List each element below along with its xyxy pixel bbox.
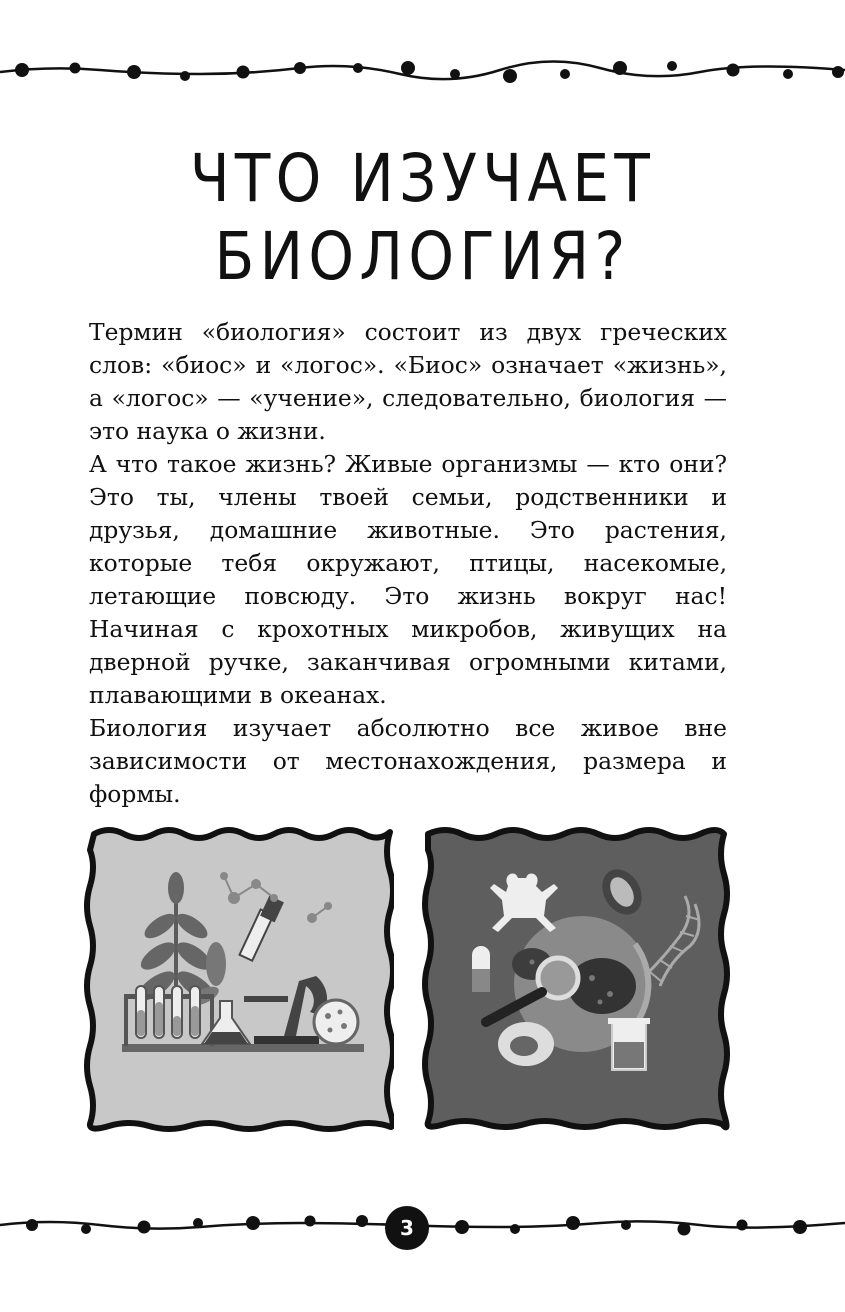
illustration-plants-lab <box>84 826 394 1132</box>
paragraph: Биология изучает абсолютно все живое вне зависимости от местонахождения, размера и формы. <box>89 714 727 808</box>
title-line-1: ЧТО ИЗУЧАЕТ <box>189 140 656 217</box>
paragraph: Термин «биология» состоит из двух греческих слов: «биос» и «логос». «Биос» означает «жизнь», а «логос» — «учение», следовательно, биология — это наука о жизни. <box>89 318 727 445</box>
paragraph: А что такое жизнь? Живые организмы — кто они? Это ты, члены твоей семьи, родственники и друзья, домашние животные. Это растения, которые тебя окружают, птицы, насекомые, летающие повсюду. Это жизнь вокруг нас! Начиная с крохотных микробов, живущих на дверной ручке, заканчивая огромными китами, плавающими в океанах. <box>89 450 727 709</box>
title-line-2: БИОЛОГИЯ? <box>214 218 631 295</box>
top-dotted-border <box>0 48 845 98</box>
illustration-microbiology <box>420 826 730 1132</box>
body-text <box>89 316 727 811</box>
page-title <box>51 140 795 296</box>
page-number: 3 <box>385 1206 429 1250</box>
